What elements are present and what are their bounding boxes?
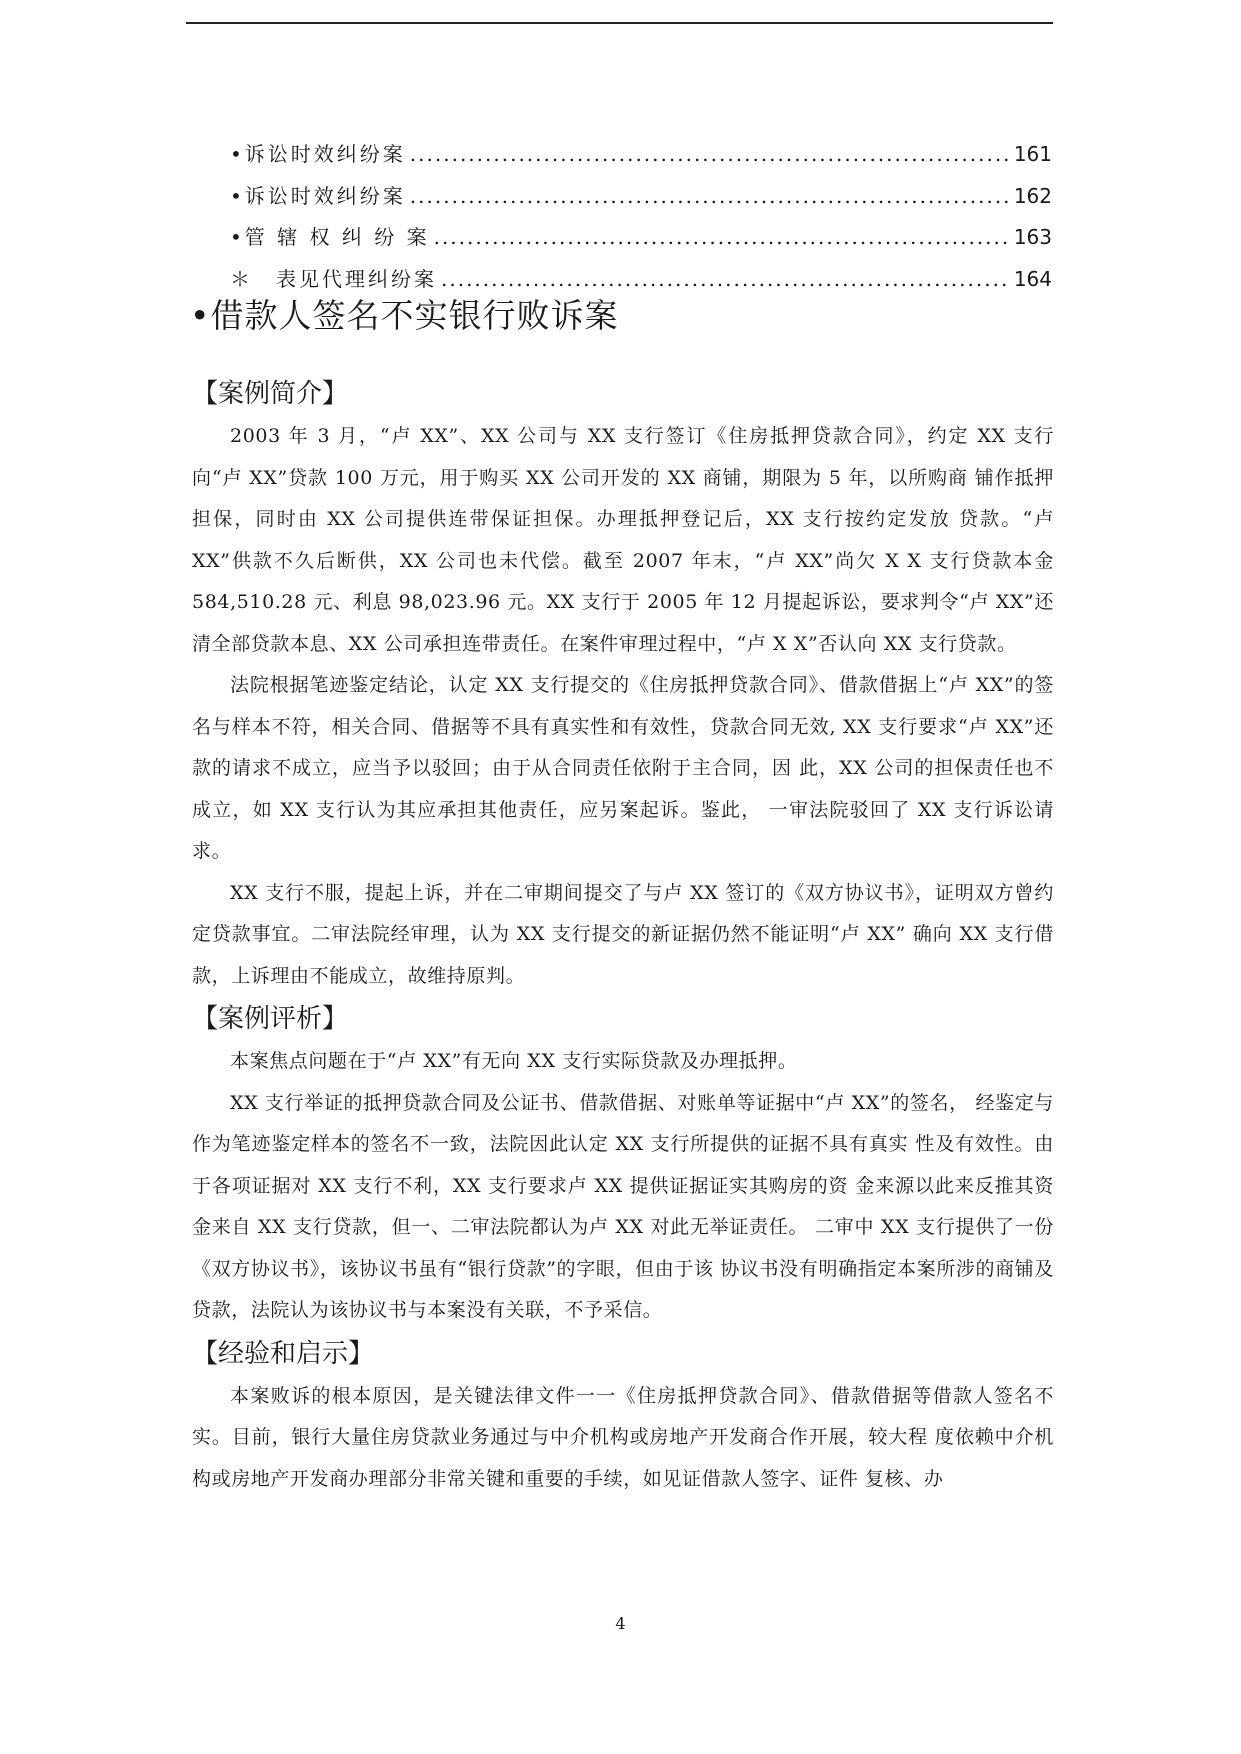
paragraph: 本案败诉的根本原因，是关键法律文件一一《住房抵押贷款合同》、借款借据等借款人签名不实。目前，银行大量住房贷款业务通过与中介机构或房地产开发商合作开展，较大程 度依赖中介机构或房地产开发商办理部分非常关键和重要的手续，如见证借款人签字、证件 复核、办 [192, 1384, 1054, 1490]
document-title: •借款人签名不实银行败诉案 [190, 296, 619, 335]
toc-entry-page: 162 [1013, 183, 1052, 208]
paragraph: 法院根据笔迹鉴定结论，认定 XX 支行提交的《住房抵押贷款合同》、借款借据上“卢 XX”的签名与样本不符，相关合同、借据等不具有真实性和有效性，贷款合同无效, XX 支行要求“卢 XX”还款的请求不成立，应当予以驳回；由于从合同责任依附于主合同，因 此，XX 公司的担保责任也不成立，如 XX 支行认为其应承担其他责任，应另案起诉。鉴此， 一审法院驳回了 XX 支行诉讼请求。 [192, 674, 1054, 862]
paragraph: 本案焦点问题在于“卢 XX”有无向 XX 支行实际贷款及办理抵押。 [230, 1050, 798, 1072]
document-body [192, 372, 1054, 1500]
paragraph: 2003 年 3 月，“卢 XX”、XX 公司与 XX 支行签订《住房抵押贷款合同》，约定 XX 支行向“卢 XX”贷款 100 万元，用于购买 XX 公司开发的 XX 商铺，期限为 5 年，以所购商 铺作抵押担保，同时由 XX 公司提供连带保证担保。办理抵押登记后，XX 支行按约定发放 贷款。“卢 XX”供款不久后断供，XX 公司也未代偿。截至 2007 年末，“卢 XX”尚欠 X X 支行贷款本金 584,510.28 元、利息 98,023.96 元。XX 支行于 2005 年 12 月提起诉讼，要求判令“卢 XX”还清全部贷款本息、XX 公司承担连带责任。在案件审理过程中，“卢 X X”否认向 XX 支行贷款。 [192, 425, 1054, 655]
toc-entry-title: •诉讼时效纠纷案 [230, 142, 406, 166]
header-rule [186, 22, 1053, 24]
lessons-heading: 【经验和启示】 [192, 1338, 375, 1369]
case-analysis-heading: 【案例评析】 [192, 1004, 349, 1034]
toc-entry-page: 164 [1013, 266, 1052, 291]
toc-entry[interactable] [230, 138, 1052, 180]
paragraph: XX 支行举证的抵押贷款合同及公证书、借款借据、对账单等证据中“卢 XX”的签名， 经鉴定与作为笔迹鉴定样本的签名不一致，法院因此认定 XX 支行所提供的证据不具有真实 性及有效性。由于各项证据对 XX 支行不利，XX 支行要求卢 XX 提供证据证实其购房的资 金来源以此来反推其资金来自 XX 支行贷款，但一、二审法院都认为卢 XX 对此无举证责任。 二审中 XX 支行提供了一份《双方协议书》，该协议书虽有“银行贷款”的字眼，但由于该 协议书没有明确指定本案所涉的商铺及贷款，法院认为该协议书与本案没有关联，不予采信。 [192, 1091, 1054, 1321]
toc-entry-title: •管 辖 权 纠 纷 案 [230, 225, 430, 249]
toc-leader-dots [410, 142, 1011, 166]
paragraph: XX 支行不服，提起上诉，并在二审期间提交了与卢 XX 签订的《双方协议书》，证明双方曾约定贷款事宜。二审法院经审理，认为 XX 支行提交的新证据仍然不能证明“卢 XX” 确向 XX 支行借款，上诉理由不能成立，故维持原判。 [192, 881, 1054, 987]
toc-entry-title: •诉讼时效纠纷案 [230, 183, 406, 208]
table-of-contents [230, 138, 1052, 304]
toc-entry-page: 161 [1013, 142, 1052, 166]
toc-entry-title: ＊ 表见代理纠纷案 [230, 266, 437, 291]
toc-leader-dots [410, 184, 1011, 208]
case-intro-heading: 【案例简介】 [192, 379, 349, 409]
toc-leader-dots [441, 267, 1011, 291]
toc-entry[interactable] [230, 221, 1052, 263]
toc-entry[interactable] [230, 180, 1052, 222]
toc-leader-dots [434, 225, 1011, 249]
toc-entry-page: 163 [1013, 225, 1052, 249]
page-number: 4 [615, 1614, 626, 1633]
